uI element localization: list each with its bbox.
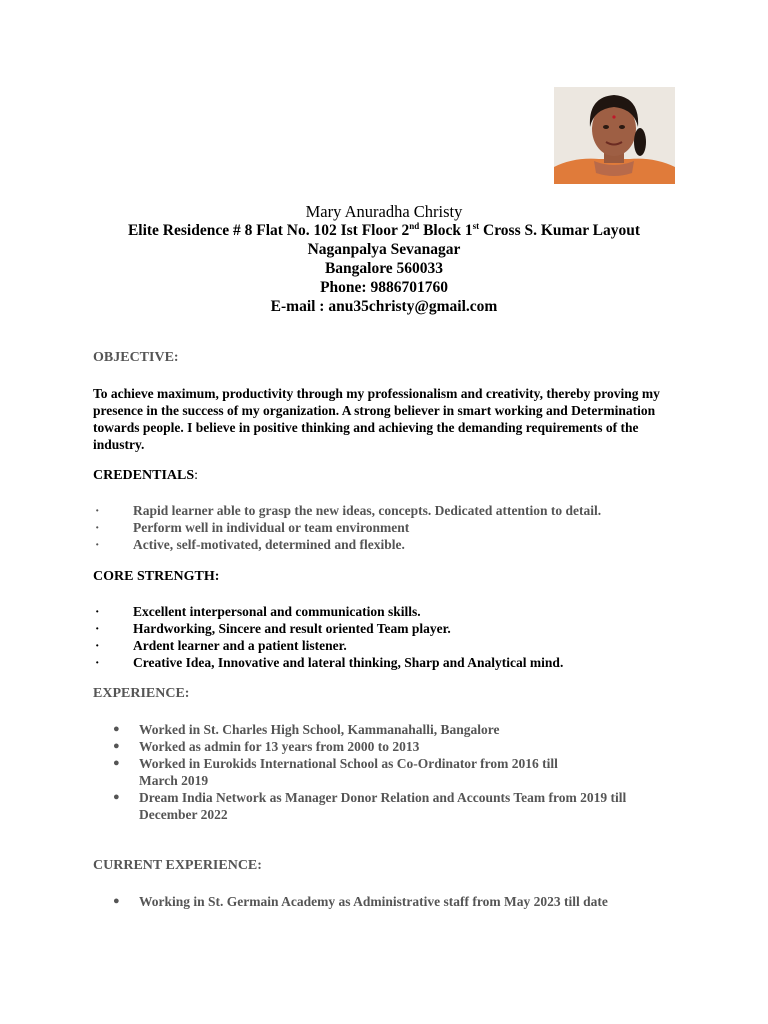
core-strength-list	[93, 603, 693, 671]
objective-text: To achieve maximum, productivity through my professionalism and creativity, thereby proving my presence in the success of my organization. A strong believer in smart working and Determination towards people. I believe in positive thinking and achieving the demanding requirements of the industry.	[93, 386, 660, 452]
credentials-heading: CREDENTIALS:	[93, 468, 199, 483]
bullet-marker: ·	[95, 503, 100, 518]
bullet-marker: ·	[95, 604, 100, 619]
bullet-marker: ●	[113, 723, 120, 735]
profile-photo-image	[554, 87, 675, 184]
list-item: · Excellent interpersonal and communication skills.	[95, 604, 421, 619]
bullet-marker: ●	[113, 757, 120, 769]
list-item: ● Working in St. Germain Academy as Administrative staff from May 2023 till date	[113, 894, 608, 909]
list-item: · Active, self-motivated, determined and flexible.	[95, 537, 405, 552]
core-strength-heading: CORE STRENGTH:	[93, 569, 220, 584]
experience-heading: EXPERIENCE:	[93, 686, 190, 701]
bullet-marker: ●	[113, 895, 120, 907]
list-item: ● Dream India Network as Manager Donor Relation and Accounts Team from 2019 till December 2022	[113, 790, 627, 822]
email-address: E-mail : anu35christy@gmail.com	[270, 298, 498, 315]
list-item: ● Worked as admin for 13 years from 2000 to 2013	[113, 739, 420, 754]
profile-photo	[554, 87, 675, 184]
bullet-marker: ·	[95, 520, 100, 535]
bullet-marker: ●	[113, 740, 120, 752]
bullet-marker: ·	[95, 655, 100, 670]
address-line-1: Elite Residence # 8 Flat No. 102 Ist Floor 2nd Block 1st Cross S. Kumar Layout	[127, 220, 641, 239]
phone-number: Phone: 9886701760	[320, 279, 448, 296]
bullet-marker: ●	[113, 791, 120, 803]
contact-header	[0, 202, 768, 316]
credentials-list	[93, 502, 693, 553]
bullet-marker: ·	[95, 621, 100, 636]
list-item: ● Worked in St. Charles High School, Kammanahalli, Bangalore	[113, 722, 500, 737]
list-item: · Rapid learner able to grasp the new ideas, concepts. Dedicated attention to detail.	[95, 503, 602, 518]
address-line-2: Naganpalya Sevanagar	[307, 241, 461, 258]
address-line-3: Bangalore 560033	[324, 260, 444, 277]
candidate-name: Mary Anuradha Christy	[305, 202, 463, 221]
list-item: · Perform well in individual or team environment	[95, 520, 410, 535]
list-item: · Creative Idea, Innovative and lateral thinking, Sharp and Analytical mind.	[95, 655, 564, 670]
list-item: · Ardent learner and a patient listener.	[95, 638, 347, 653]
objective-heading: OBJECTIVE:	[93, 350, 179, 365]
list-item: · Hardworking, Sincere and result oriented Team player.	[95, 621, 451, 636]
current-experience-list	[93, 893, 673, 910]
current-experience-heading: CURRENT EXPERIENCE:	[93, 858, 262, 873]
list-item: ● Worked in Eurokids International School as Co-Ordinator from 2016 till March 2019	[113, 756, 558, 788]
bullet-marker: ·	[95, 537, 100, 552]
experience-list	[93, 721, 673, 823]
bullet-marker: ·	[95, 638, 100, 653]
